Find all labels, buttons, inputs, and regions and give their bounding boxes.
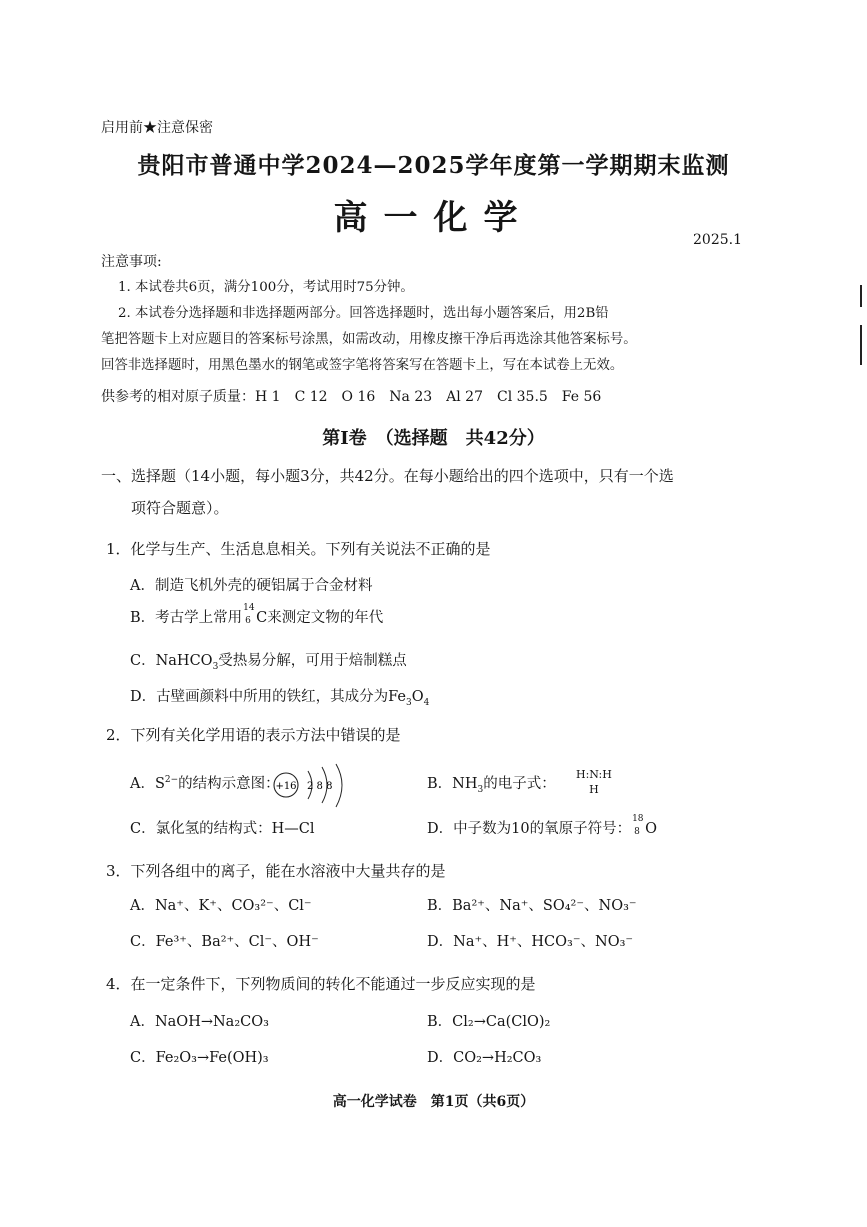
page-footer: 高一化学试卷 第1页（共6页） xyxy=(332,1094,535,1110)
q2-option-a-pre: A．S xyxy=(130,776,165,792)
q1-option-b-pre: B．考古学上常用 xyxy=(130,610,243,626)
section-heading: 第Ⅰ卷 （选择题 共42分） xyxy=(322,428,545,449)
q2-option-d-pre: D．中子数为10的氧原子符号： xyxy=(427,821,632,837)
q3-option-a: A．Na⁺、K⁺、CO₃²⁻、Cl⁻ xyxy=(130,898,312,914)
note-item-4: 回答非选择题时，用黑色墨水的钢笔或签字笔将答案写在答题卡上，写在本试卷上无效。 xyxy=(101,358,624,373)
q4-option-c: C．Fe₂O₃→Fe(OH)₃ xyxy=(130,1050,269,1066)
q2-option-a xyxy=(130,772,280,793)
nucleus-charge: +16 xyxy=(275,781,297,792)
q4-option-a: A．NaOH→Na₂CO₃ xyxy=(130,1014,269,1030)
q2-option-d xyxy=(427,814,657,838)
q3-option-b: B．Ba²⁺、Na⁺、SO₄²⁻、NO₃⁻ xyxy=(427,898,637,914)
notes-heading: 注意事项: xyxy=(101,254,162,270)
sulfide-ion-structure-diagram xyxy=(270,763,362,813)
q4-option-d: D．CO₂→H₂CO₃ xyxy=(427,1050,542,1066)
q2-option-d-post: O xyxy=(645,821,657,837)
q1-option-d-pre: D．古壁画颜料中所用的铁红，其成分为Fe xyxy=(130,689,406,705)
q1-option-c-post: 受热易分解，可用于焙制糕点 xyxy=(218,653,407,669)
q1-option-d-sub2: 4 xyxy=(423,697,430,708)
q1-option-d-mid: O xyxy=(411,689,424,705)
q1-option-b-post: C来测定文物的年代 xyxy=(256,610,384,626)
shell-electron-counts: 2 8 8 xyxy=(307,781,333,792)
scan-edge-mark xyxy=(860,325,862,365)
nh3-dot-bottom: H xyxy=(589,783,599,796)
q2-option-d-atomic-number: 8 xyxy=(634,827,640,837)
q2-option-d-mass-number: 18 xyxy=(632,814,644,824)
nh3-electron-dot-formula xyxy=(576,767,612,797)
question-1-stem: 1．化学与生产、生活息息相关。下列有关说法不正确的是 xyxy=(106,540,491,558)
q3-option-c: C．Fe³⁺、Ba²⁺、Cl⁻、OH⁻ xyxy=(130,934,319,950)
instructions-line-1: 一、选择题（14小题，每小题3分，共42分。在每小题给出的四个选项中，只有一个选 xyxy=(101,467,674,485)
q2-option-a-sup: 2− xyxy=(164,775,179,786)
q4-option-b: B．Cl₂→Ca(ClO)₂ xyxy=(427,1014,551,1030)
q1-option-c-sub: 3 xyxy=(212,661,219,672)
q1-option-b-atomic-number: 6 xyxy=(245,616,251,626)
q2-option-b-sub: 3 xyxy=(477,784,484,795)
exam-title: 贵阳市普通中学2024—2025学年度第一学期期末监测 xyxy=(137,152,730,179)
note-item-3: 笔把答题卡上对应题目的答案标号涂黑，如需改动，用橡皮擦干净后再选涂其他答案标号。 xyxy=(101,332,637,347)
question-2-stem: 2．下列有关化学用语的表示方法中错误的是 xyxy=(106,726,401,744)
question-3-stem: 3．下列各组中的离子，能在水溶液中大量共存的是 xyxy=(106,862,446,880)
electron-shell-3 xyxy=(336,764,342,807)
q2-option-b-post: 的电子式： xyxy=(483,776,556,792)
q1-option-b-mass-number: 14 xyxy=(243,603,255,613)
q2-option-b xyxy=(427,772,556,795)
q1-option-a: A．制造飞机外壳的硬铝属于合金材料 xyxy=(130,578,373,594)
instructions-line-2: 项符合题意）。 xyxy=(131,499,229,517)
q3-option-d: D．Na⁺、H⁺、HCO₃⁻、NO₃⁻ xyxy=(427,934,634,950)
q1-option-c-pre: C．NaHCO xyxy=(130,653,213,669)
q1-option-d-sub1: 3 xyxy=(405,697,412,708)
exam-date: 2025.1 xyxy=(693,232,742,248)
q1-option-c xyxy=(130,649,407,672)
q1-option-d xyxy=(130,685,429,708)
confidential-note: 启用前★注意保密 xyxy=(101,120,213,136)
note-item-1: 1. 本试卷共6页，满分100分，考试用时75分钟。 xyxy=(118,280,414,295)
note-item-2: 2. 本试卷分选择题和非选择题两部分。回答选择题时，选出每小题答案后，用2B铅 xyxy=(118,306,609,321)
q2-option-b-pre: B．NH xyxy=(427,776,478,792)
scan-edge-mark xyxy=(860,285,862,307)
q2-option-a-post: 的结构示意图： xyxy=(178,776,280,792)
subject-title: 高一化学 xyxy=(333,198,534,238)
atomic-masses: 供参考的相对原子质量：H 1 C 12 O 16 Na 23 Al 27 Cl 35.5 Fe 56 xyxy=(101,389,602,405)
question-4-stem: 4．在一定条件下，下列物质间的转化不能通过一步反应实现的是 xyxy=(106,975,536,993)
q2-option-c: C．氯化氢的结构式：H—Cl xyxy=(130,821,315,837)
q1-option-b xyxy=(130,603,384,627)
nh3-dot-top: H:N:H xyxy=(576,768,612,781)
